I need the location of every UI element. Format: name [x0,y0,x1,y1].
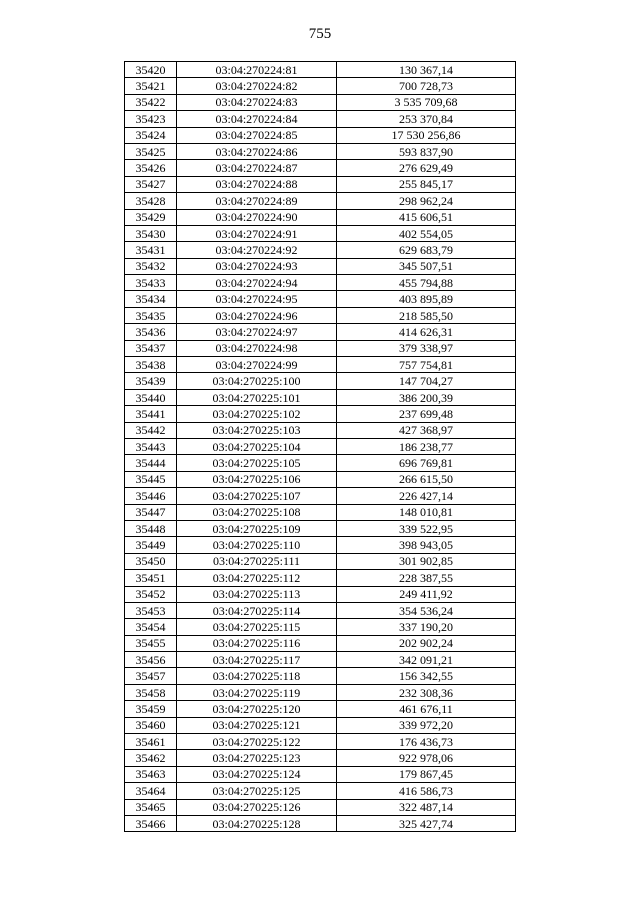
row-number-cell: 35447 [125,504,177,520]
cadastral-number-cell: 03:04:270225:106 [177,471,337,487]
row-number-cell: 35459 [125,701,177,717]
row-number-cell: 35434 [125,291,177,307]
cadastral-value-cell: 757 754,81 [337,357,516,373]
cadastral-number-cell: 03:04:270225:108 [177,504,337,520]
cadastral-number-cell: 03:04:270225:110 [177,537,337,553]
table-row [125,668,516,684]
cadastral-number-cell: 03:04:270224:89 [177,193,337,209]
cadastral-number-cell: 03:04:270225:122 [177,734,337,750]
cadastral-value-table [124,61,516,832]
cadastral-number-cell: 03:04:270225:107 [177,488,337,504]
cadastral-number-cell: 03:04:270224:93 [177,258,337,274]
cadastral-value-cell: 922 978,06 [337,750,516,766]
cadastral-number-cell: 03:04:270225:109 [177,520,337,536]
row-number-cell: 35442 [125,422,177,438]
table-row [125,406,516,422]
cadastral-value-cell: 700 728,73 [337,78,516,94]
cadastral-value-cell: 416 586,73 [337,783,516,799]
cadastral-value-cell: 415 606,51 [337,209,516,225]
table-row [125,209,516,225]
row-number-cell: 35424 [125,127,177,143]
cadastral-value-cell: 298 962,24 [337,193,516,209]
row-number-cell: 35430 [125,225,177,241]
row-number-cell: 35450 [125,553,177,569]
table-row [125,734,516,750]
cadastral-value-cell: 226 427,14 [337,488,516,504]
row-number-cell: 35444 [125,455,177,471]
cadastral-number-cell: 03:04:270225:116 [177,635,337,651]
cadastral-value-cell: 337 190,20 [337,619,516,635]
cadastral-number-cell: 03:04:270224:86 [177,143,337,159]
table-row [125,537,516,553]
table-row [125,471,516,487]
row-number-cell: 35445 [125,471,177,487]
table-row [125,291,516,307]
cadastral-number-cell: 03:04:270225:123 [177,750,337,766]
table-row [125,766,516,782]
row-number-cell: 35436 [125,324,177,340]
cadastral-value-cell: 266 615,50 [337,471,516,487]
table-row [125,127,516,143]
table-row [125,602,516,618]
row-number-cell: 35440 [125,389,177,405]
cadastral-number-cell: 03:04:270225:113 [177,586,337,602]
cadastral-number-cell: 03:04:270225:103 [177,422,337,438]
table-row [125,78,516,94]
row-number-cell: 35457 [125,668,177,684]
table-row [125,717,516,733]
cadastral-number-cell: 03:04:270225:105 [177,455,337,471]
table-row [125,62,516,78]
cadastral-value-cell: 398 943,05 [337,537,516,553]
cadastral-value-cell: 342 091,21 [337,652,516,668]
row-number-cell: 35463 [125,766,177,782]
cadastral-value-cell: 339 972,20 [337,717,516,733]
cadastral-number-cell: 03:04:270224:97 [177,324,337,340]
cadastral-number-cell: 03:04:270224:95 [177,291,337,307]
cadastral-number-cell: 03:04:270224:92 [177,242,337,258]
table-row [125,488,516,504]
table-row [125,111,516,127]
table-row [125,455,516,471]
cadastral-value-cell: 593 837,90 [337,143,516,159]
table-row [125,275,516,291]
table-row [125,684,516,700]
cadastral-number-cell: 03:04:270224:85 [177,127,337,143]
table-row [125,619,516,635]
cadastral-value-cell: 696 769,81 [337,455,516,471]
cadastral-value-cell: 179 867,45 [337,766,516,782]
row-number-cell: 35456 [125,652,177,668]
table-row [125,340,516,356]
cadastral-number-cell: 03:04:270225:100 [177,373,337,389]
row-number-cell: 35428 [125,193,177,209]
table-row [125,225,516,241]
cadastral-number-cell: 03:04:270224:87 [177,160,337,176]
row-number-cell: 35437 [125,340,177,356]
cadastral-number-cell: 03:04:270225:104 [177,438,337,454]
cadastral-value-cell: 322 487,14 [337,799,516,815]
row-number-cell: 35446 [125,488,177,504]
cadastral-value-cell: 339 522,95 [337,520,516,536]
table-body [125,62,516,832]
table-row [125,553,516,569]
cadastral-number-cell: 03:04:270225:120 [177,701,337,717]
cadastral-number-cell: 03:04:270225:101 [177,389,337,405]
table-row [125,389,516,405]
cadastral-value-cell: 232 308,36 [337,684,516,700]
table-row [125,520,516,536]
cadastral-number-cell: 03:04:270224:91 [177,225,337,241]
cadastral-value-cell: 455 794,88 [337,275,516,291]
row-number-cell: 35425 [125,143,177,159]
cadastral-number-cell: 03:04:270224:88 [177,176,337,192]
cadastral-number-cell: 03:04:270225:114 [177,602,337,618]
table-row [125,193,516,209]
cadastral-number-cell: 03:04:270224:98 [177,340,337,356]
cadastral-value-cell: 147 704,27 [337,373,516,389]
cadastral-number-cell: 03:04:270225:126 [177,799,337,815]
cadastral-value-cell: 17 530 256,86 [337,127,516,143]
cadastral-value-cell: 354 536,24 [337,602,516,618]
row-number-cell: 35448 [125,520,177,536]
cadastral-value-cell: 228 387,55 [337,570,516,586]
cadastral-number-cell: 03:04:270225:102 [177,406,337,422]
cadastral-value-cell: 345 507,51 [337,258,516,274]
row-number-cell: 35452 [125,586,177,602]
row-number-cell: 35465 [125,799,177,815]
table-row [125,176,516,192]
cadastral-value-cell: 629 683,79 [337,242,516,258]
cadastral-value-cell: 202 902,24 [337,635,516,651]
cadastral-number-cell: 03:04:270225:118 [177,668,337,684]
table-row [125,324,516,340]
cadastral-number-cell: 03:04:270225:128 [177,815,337,831]
row-number-cell: 35455 [125,635,177,651]
cadastral-value-cell: 414 626,31 [337,324,516,340]
row-number-cell: 35438 [125,357,177,373]
table-row [125,94,516,110]
row-number-cell: 35458 [125,684,177,700]
row-number-cell: 35421 [125,78,177,94]
table-row [125,373,516,389]
cadastral-number-cell: 03:04:270225:119 [177,684,337,700]
cadastral-number-cell: 03:04:270225:115 [177,619,337,635]
row-number-cell: 35429 [125,209,177,225]
cadastral-number-cell: 03:04:270224:81 [177,62,337,78]
row-number-cell: 35451 [125,570,177,586]
table-row [125,504,516,520]
cadastral-number-cell: 03:04:270224:83 [177,94,337,110]
row-number-cell: 35449 [125,537,177,553]
row-number-cell: 35435 [125,307,177,323]
row-number-cell: 35420 [125,62,177,78]
table-row [125,750,516,766]
row-number-cell: 35443 [125,438,177,454]
table-row [125,242,516,258]
table-row [125,815,516,831]
row-number-cell: 35466 [125,815,177,831]
cadastral-number-cell: 03:04:270224:82 [177,78,337,94]
cadastral-number-cell: 03:04:270225:121 [177,717,337,733]
cadastral-value-cell: 176 436,73 [337,734,516,750]
cadastral-value-cell: 402 554,05 [337,225,516,241]
row-number-cell: 35433 [125,275,177,291]
cadastral-number-cell: 03:04:270225:124 [177,766,337,782]
cadastral-value-cell: 403 895,89 [337,291,516,307]
row-number-cell: 35441 [125,406,177,422]
table-row [125,635,516,651]
cadastral-value-cell: 301 902,85 [337,553,516,569]
row-number-cell: 35454 [125,619,177,635]
cadastral-value-cell: 427 368,97 [337,422,516,438]
table-row [125,258,516,274]
table-row [125,570,516,586]
cadastral-number-cell: 03:04:270224:99 [177,357,337,373]
row-number-cell: 35453 [125,602,177,618]
page-number: 755 [308,26,332,42]
cadastral-value-cell: 249 411,92 [337,586,516,602]
row-number-cell: 35464 [125,783,177,799]
table-row [125,799,516,815]
cadastral-value-cell: 253 370,84 [337,111,516,127]
table-row [125,783,516,799]
cadastral-value-cell: 379 338,97 [337,340,516,356]
table-row [125,438,516,454]
cadastral-value-cell: 325 427,74 [337,815,516,831]
row-number-cell: 35461 [125,734,177,750]
table-row [125,652,516,668]
cadastral-value-cell: 218 585,50 [337,307,516,323]
row-number-cell: 35460 [125,717,177,733]
cadastral-value-cell: 156 342,55 [337,668,516,684]
cadastral-value-cell: 237 699,48 [337,406,516,422]
cadastral-value-cell: 186 238,77 [337,438,516,454]
row-number-cell: 35462 [125,750,177,766]
table-row [125,422,516,438]
row-number-cell: 35426 [125,160,177,176]
cadastral-value-cell: 386 200,39 [337,389,516,405]
cadastral-value-cell: 130 367,14 [337,62,516,78]
cadastral-number-cell: 03:04:270224:84 [177,111,337,127]
row-number-cell: 35431 [125,242,177,258]
cadastral-value-cell: 461 676,11 [337,701,516,717]
table-row [125,586,516,602]
row-number-cell: 35427 [125,176,177,192]
table-row [125,307,516,323]
table-row [125,160,516,176]
cadastral-value-cell: 3 535 709,68 [337,94,516,110]
cadastral-number-cell: 03:04:270225:117 [177,652,337,668]
table-row [125,357,516,373]
row-number-cell: 35432 [125,258,177,274]
cadastral-number-cell: 03:04:270225:111 [177,553,337,569]
cadastral-value-cell: 276 629,49 [337,160,516,176]
cadastral-number-cell: 03:04:270224:94 [177,275,337,291]
cadastral-number-cell: 03:04:270224:90 [177,209,337,225]
row-number-cell: 35439 [125,373,177,389]
cadastral-number-cell: 03:04:270225:112 [177,570,337,586]
cadastral-value-cell: 148 010,81 [337,504,516,520]
table-row [125,143,516,159]
cadastral-number-cell: 03:04:270225:125 [177,783,337,799]
cadastral-value-cell: 255 845,17 [337,176,516,192]
row-number-cell: 35423 [125,111,177,127]
row-number-cell: 35422 [125,94,177,110]
cadastral-number-cell: 03:04:270224:96 [177,307,337,323]
table-row [125,701,516,717]
